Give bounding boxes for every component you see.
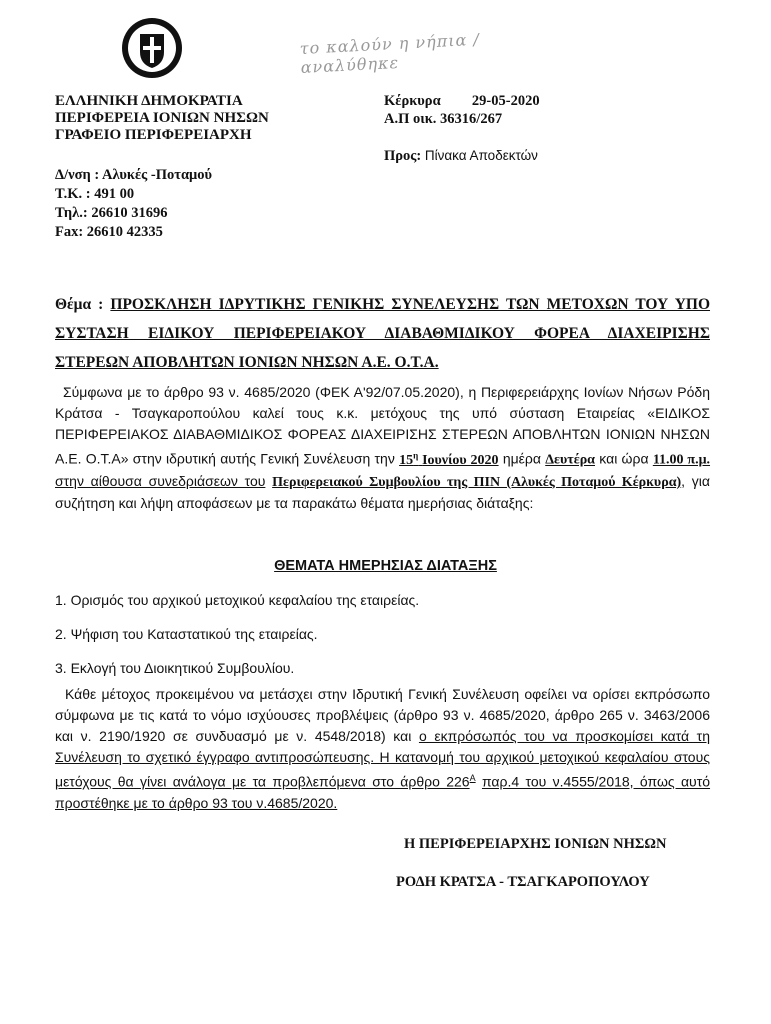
to-label: Προς: <box>384 148 422 164</box>
meeting-date <box>399 450 499 468</box>
intro-text-2: ημέρα <box>502 450 541 467</box>
letterhead-line-2: ΠΕΡΙΦΕΡΕΙΑ ΙΟΝΙΩΝ ΝΗΣΩΝ <box>55 110 269 126</box>
contact-fax: Fax: 26610 42335 <box>55 224 163 240</box>
contact-block <box>55 166 212 242</box>
meeting-weekday: Δευτέρα <box>545 452 595 468</box>
agenda-item-3: 3. Εκλογή του Διοικητικού Συμβουλίου. <box>55 660 295 676</box>
intro-text-4: στην αίθουσα συνεδριάσεων του <box>55 472 266 489</box>
letterhead-line-1: ΕΛΛΗΝΙΚΗ ΔΗΜΟΚΡΑΤΙΑ <box>55 93 243 109</box>
ref-label: Α.Π οικ. <box>384 111 437 127</box>
date: 29-05-2020 <box>471 93 540 109</box>
intro-text-5: , για συζήτηση και λήψη αποφάσεων με τα παρακάτω θέματα ημερήσιας διάταξης: <box>55 472 710 511</box>
meeting-month-year: Ιουνίου 2020 <box>422 452 499 468</box>
subject <box>55 290 710 377</box>
subject-label: Θέμα : <box>55 296 104 313</box>
agenda-title: ΘΕΜΑΤΑ ΗΜΕΡΗΣΙΑΣ ΔΙΑΤΑΞΗΣ <box>274 558 497 574</box>
meeting-venue: Περιφερειακού Συμβουλίου της ΠΙΝ (Αλυκές Ποταμού Κέρκυρα) <box>272 474 682 490</box>
agenda-item-2: 2. Ψήφιση του Καταστατικού της εταιρείας. <box>55 626 318 642</box>
closing-text-1: Κάθε μέτοχος προκειμένου να μετάσχει στην Ιδρυτική Γενική Συνέλευση οφείλει να ορίσει εκπρόσωπο σύμφωνα με τις κατά το νόμο ισχύουσες προβλέψεις (άρθρο 93 ν. 4685/2020, άρθρο 265 ν. 3463/2006 και ν. 2190/1920 σε συνδυασμό με ν. 4548/2018) και <box>55 686 710 744</box>
contact-address: Δ/νση : Αλυκές -Ποταμού <box>55 167 213 183</box>
city-date-line <box>384 93 540 110</box>
to-value: Πίνακα Αποδεκτών <box>424 148 538 163</box>
ref-number: 36316/267 <box>440 111 503 127</box>
signature-title: Η ΠΕΡΙΦΕΡΕΙΑΡΧΗΣ ΙΟΝΙΩΝ ΝΗΣΩΝ <box>404 836 667 852</box>
contact-phone: Τηλ.: 26610 31696 <box>55 205 168 221</box>
meeting-time: 11.00 π.μ. <box>652 452 711 468</box>
closing-text-2: ο εκπρόσωπός του να προσκομίσει κατά τη Συνέλευση το σχετικό έγγραφο αντιπροσώπευσης. Η κατανομή του αρχικού μετοχικού κεφαλαίου στους μετόχους θα γίνει ανάλογα με τα προβλεπόμενα στο άρθρο 226 <box>55 728 710 790</box>
recipient-line <box>384 148 538 165</box>
meeting-day-suffix: η <box>413 450 419 460</box>
intro-text-1: Σύμφωνα με το άρθρο 93 ν. 4685/2020 (ΦΕΚ Α'92/07.05.2020), η Περιφερειάρχης Ιονίων Νήσων Ρόδη Κράτσα - Τσαγκαροπούλου καλεί τους κ.κ. μετόχους της υπό σύσταση Εταιρείας «ΕΙΔΙΚΟΣ ΠΕΡΙΦΕΡΕΙΑΚΟΣ ΔΙΑΒΑΘΜΙΔΙΚΟΣ ΦΟΡΕΑΣ ΔΙΑΧΕΙΡΙΣΗΣ ΣΤΕΡΕΩΝ ΑΠΟΒΛΗΤΩΝ ΙΟΝΙΩΝ ΝΗΣΩΝ Α.Ε. Ο.Τ.Α» στην ιδρυτική αυτής Γενική Συνέλευση την <box>55 384 710 467</box>
closing-text-3: παρ.4 του ν.4555/2018, όπως αυτό προστέθηκε με το άρθρο 93 του ν.4685/2020. <box>55 773 711 811</box>
intro-text-3: και ώρα <box>599 450 649 467</box>
handwritten-note: το καλούν η νήπια / αναλύθηκε <box>299 29 481 78</box>
closing-paragraph <box>55 684 710 814</box>
agenda-item-1: 1. Ορισμός του αρχικού μετοχικού κεφαλαίου της εταιρείας. <box>55 592 420 608</box>
letterhead-line-3: ΓΡΑΦΕΙΟ ΠΕΡΙΦΕΡΕΙΑΡΧΗ <box>55 127 252 143</box>
letterhead <box>55 93 269 144</box>
city: Κέρκυρα <box>384 93 441 109</box>
subject-text: ΠΡΟΣΚΛΗΣΗ ΙΔΡΥΤΙΚΗΣ ΓΕΝΙΚΗΣ ΣΥΝΕΛΕΥΣΗΣ ΤΩΝ ΜΕΤΟΧΩΝ ΤΟΥ ΥΠΟ ΣΥΣΤΑΣΗ ΕΙΔΙΚΟΥ ΠΕΡΙΦΕΡΕΙΑΚΟΥ ΔΙΑΒΑΘΜΙΔΙΚΟΥ ΦΟΡΕΑ ΔΙΑΧΕΙΡΙΣΗΣ ΣΤΕΡΕΩΝ ΑΠΟΒΛΗΤΩΝ ΙΟΝΙΩΝ ΝΗΣΩΝ Α.Ε. Ο.Τ.Α. <box>55 296 711 371</box>
greek-state-emblem-icon <box>120 16 184 80</box>
reference-line <box>384 111 502 128</box>
signature-name: ΡΟΔΗ ΚΡΑΤΣΑ - ΤΣΑΓΚΑΡΟΠΟΥΛΟΥ <box>396 874 650 890</box>
intro-paragraph <box>55 382 710 514</box>
closing-article-suffix: Α <box>469 773 476 783</box>
contact-postal: Τ.Κ. : 491 00 <box>55 186 135 202</box>
meeting-day: 15 <box>399 452 414 468</box>
